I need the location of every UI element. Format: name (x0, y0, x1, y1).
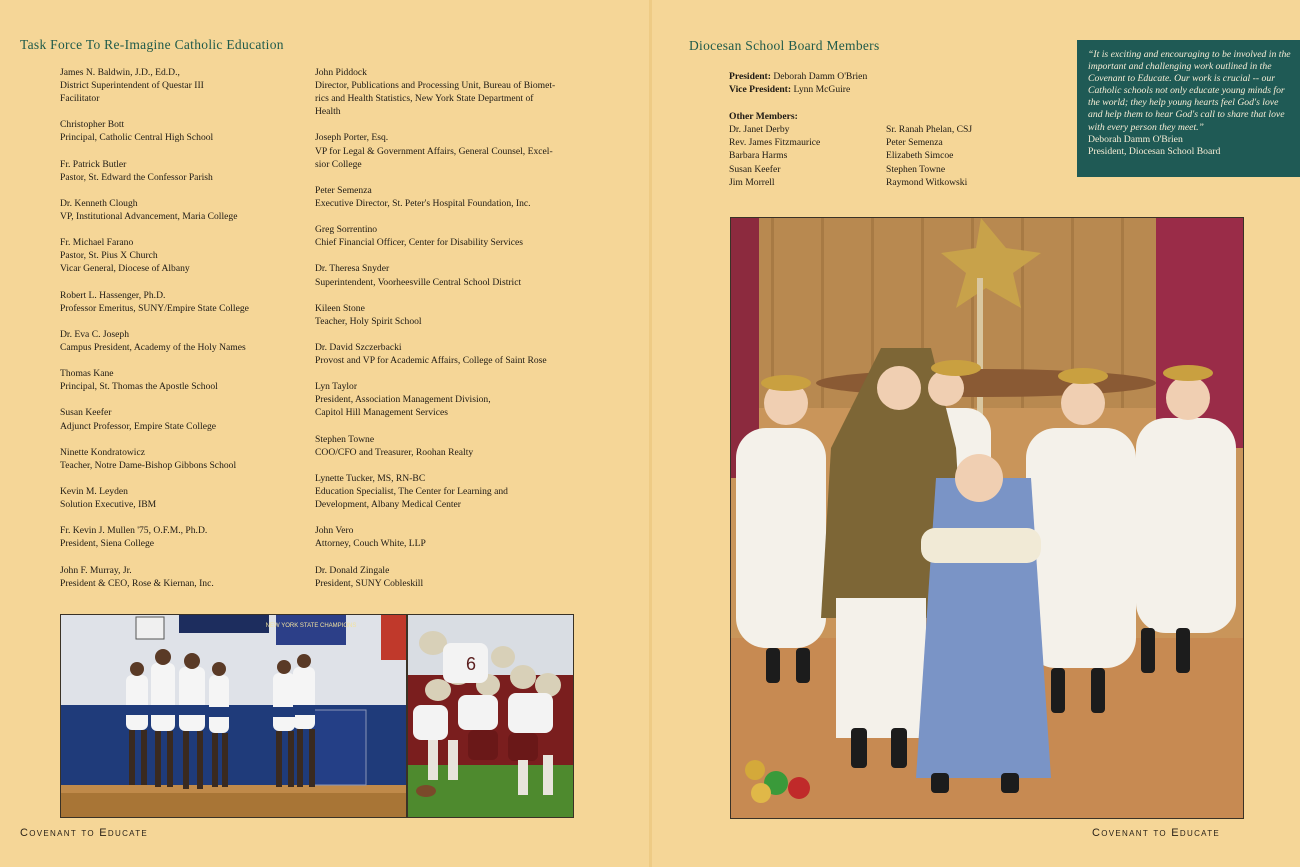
member-title-line: VP for Legal & Government Affairs, General Counsel, Excel- (315, 145, 553, 157)
task-force-member (315, 184, 577, 210)
task-force-column-1 (60, 66, 300, 603)
member-name: Dr. Donald Zingale (315, 564, 390, 576)
task-force-member (315, 472, 577, 511)
member-name: Dr. David Szczerbacki (315, 341, 402, 353)
member-title-line: rics and Health Statistics, New York State Department of (315, 93, 534, 105)
other-members-column-a (729, 123, 879, 189)
task-force-member (60, 485, 300, 511)
board-member-name: Jim Morrell (729, 176, 775, 188)
banner-text: NEW YORK STATE CHAMPIONS (265, 623, 357, 629)
member-name: Greg Sorrentino (315, 224, 378, 236)
task-force-member (315, 131, 577, 170)
task-force-member (315, 564, 577, 590)
quote-text: “It is exciting and encouraging to be involved in the important and challenging work outlined in the Covenant to Educate. Our work is crucial -- our Catholic schools not only educate young minds for the world; they help young hearts feel God's love and help them to hear God's call to share that love with every person they meet.” (1088, 49, 1291, 133)
nativity-play-photo (730, 217, 1244, 819)
member-title-line: District Superintendent of Questar III (60, 80, 204, 92)
member-title-line: Campus President, Academy of the Holy Names (60, 341, 246, 353)
task-force-member (60, 289, 300, 315)
task-force-member (315, 341, 577, 367)
task-force-member (60, 197, 300, 223)
member-name: James N. Baldwin, J.D., Ed.D., (60, 67, 180, 78)
jersey-number: 6 (466, 654, 477, 674)
member-title-line: Development, Albany Medical Center (315, 499, 461, 511)
task-force-member (315, 223, 577, 249)
member-title-line: Principal, St. Thomas the Apostle School (60, 381, 218, 393)
member-name: John F. Murray, Jr. (60, 564, 132, 576)
member-title-line: Education Specialist, The Center for Learning and (315, 486, 508, 497)
quote-box (1077, 40, 1300, 177)
other-members-column-b (886, 123, 1026, 189)
member-title-line: Teacher, Holy Spirit School (315, 315, 422, 327)
board-member-name: Sr. Ranah Phelan, CSJ (886, 124, 973, 135)
member-name: Fr. Michael Farano (60, 237, 134, 249)
member-title-line: President, SUNY Cobleskill (315, 577, 424, 589)
board-member-name: Rev. James Fitzmaurice (729, 137, 821, 149)
member-name: Thomas Kane (60, 368, 114, 380)
board-member-name: Peter Semenza (886, 137, 943, 149)
basketball-team-photo (60, 614, 407, 818)
member-title-line: Professor Emeritus, SUNY/Empire State College (60, 302, 249, 314)
task-force-heading: Task Force To Re-Imagine Catholic Education (20, 37, 284, 52)
member-name: Fr. Patrick Butler (60, 158, 127, 170)
member-name: Dr. Kenneth Clough (60, 197, 138, 209)
member-title-line: Vicar General, Diocese of Albany (60, 263, 190, 275)
member-name: Kevin M. Leyden (60, 486, 128, 497)
member-name: Lynette Tucker, MS, RN-BC (315, 472, 426, 484)
task-force-member (60, 524, 300, 550)
member-title-line: Pastor, St. Edward the Confessor Parish (60, 171, 213, 183)
other-members (729, 110, 1019, 188)
member-title-line: Health (315, 106, 341, 118)
task-force-member (60, 158, 300, 184)
task-force-column-2 (315, 66, 577, 603)
task-force-member (315, 524, 577, 550)
member-title-line: President, Association Management Division, (315, 394, 491, 406)
quote-author-title: President, Diocesan School Board (1088, 145, 1221, 157)
member-name: Christopher Bott (60, 119, 125, 131)
task-force-member (315, 433, 577, 459)
member-name: Lyn Taylor (315, 381, 358, 393)
president-label: President: (729, 71, 771, 82)
member-title-line: Superintendent, Voorheesville Central School District (315, 276, 522, 288)
member-name: Dr. Theresa Snyder (315, 263, 390, 275)
member-title-line: Executive Director, St. Peter's Hospital Foundation, Inc. (315, 197, 531, 209)
football-team-photo (407, 614, 574, 818)
member-title-line: Pastor, St. Pius X Church (60, 250, 158, 262)
board-officers (729, 70, 867, 96)
member-title-line: Facilitator (60, 93, 100, 105)
board-member-name: Stephen Towne (886, 163, 946, 175)
board-member-name: Barbara Harms (729, 150, 788, 162)
member-name: Kileen Stone (315, 302, 365, 314)
member-name: Peter Semenza (315, 184, 372, 196)
board-member-name: Dr. Janet Derby (729, 124, 790, 135)
task-force-member (60, 367, 300, 393)
task-force-member (315, 380, 577, 419)
member-name: Dr. Eva C. Joseph (60, 328, 130, 340)
member-title-line: COO/CFO and Treasurer, Roohan Realty (315, 446, 474, 458)
left-page (0, 0, 649, 867)
task-force-member (60, 328, 300, 354)
board-member-name: Elizabeth Simcoe (886, 150, 954, 162)
task-force-member (315, 66, 577, 118)
school-board-heading: Diocesan School Board Members (689, 38, 880, 53)
president-name: Deborah Damm O'Brien (773, 71, 868, 82)
board-member-name: Raymond Witkowski (886, 176, 968, 188)
member-name: Joseph Porter, Esq. (315, 132, 389, 144)
member-title-line: Director, Publications and Processing Unit, Bureau of Biomet- (315, 80, 556, 92)
other-members-label: Other Members: (729, 111, 798, 122)
quote-author: Deborah Damm O'Brien (1088, 133, 1183, 145)
member-title-line: Principal, Catholic Central High School (60, 132, 214, 144)
task-force-member (60, 236, 300, 275)
member-name: Fr. Kevin J. Mullen '75, O.F.M., Ph.D. (60, 525, 208, 537)
member-name: Robert L. Hassenger, Ph.D. (60, 289, 166, 301)
task-force-member (60, 118, 300, 144)
member-name: John Piddock (315, 67, 367, 78)
task-force-member (60, 564, 300, 590)
right-page (652, 0, 1300, 867)
left-footer: Covenant to Educate (20, 827, 149, 839)
member-title-line: President & CEO, Rose & Kiernan, Inc. (60, 577, 214, 589)
task-force-member (60, 406, 300, 432)
task-force-member (315, 302, 577, 328)
task-force-member (315, 262, 577, 288)
vice-president-label: Vice President: (729, 84, 792, 96)
task-force-member (60, 446, 300, 472)
vice-president-name: Lynn McGuire (793, 84, 851, 96)
member-title-line: President, Siena College (60, 538, 155, 550)
member-name: Stephen Towne (315, 433, 375, 445)
member-name: Susan Keefer (60, 407, 112, 419)
member-title-line: Solution Executive, IBM (60, 499, 157, 511)
member-title-line: Attorney, Couch White, LLP (315, 538, 426, 550)
member-title-line: Capitol Hill Management Services (315, 407, 448, 419)
right-footer: Covenant to Educate (1092, 827, 1221, 839)
task-force-member (60, 66, 300, 105)
member-title-line: Chief Financial Officer, Center for Disability Services (315, 237, 524, 249)
member-name: John Vero (315, 525, 354, 537)
board-member-name: Susan Keefer (729, 163, 781, 175)
member-title-line: VP, Institutional Advancement, Maria College (60, 211, 238, 223)
member-title-line: Provost and VP for Academic Affairs, College of Saint Rose (315, 355, 547, 367)
member-title-line: Adjunct Professor, Empire State College (60, 420, 217, 432)
member-title-line: Teacher, Notre Dame-Bishop Gibbons School (60, 459, 237, 471)
member-name: Ninette Kondratowicz (60, 446, 145, 458)
member-title-line: sior College (315, 158, 362, 170)
